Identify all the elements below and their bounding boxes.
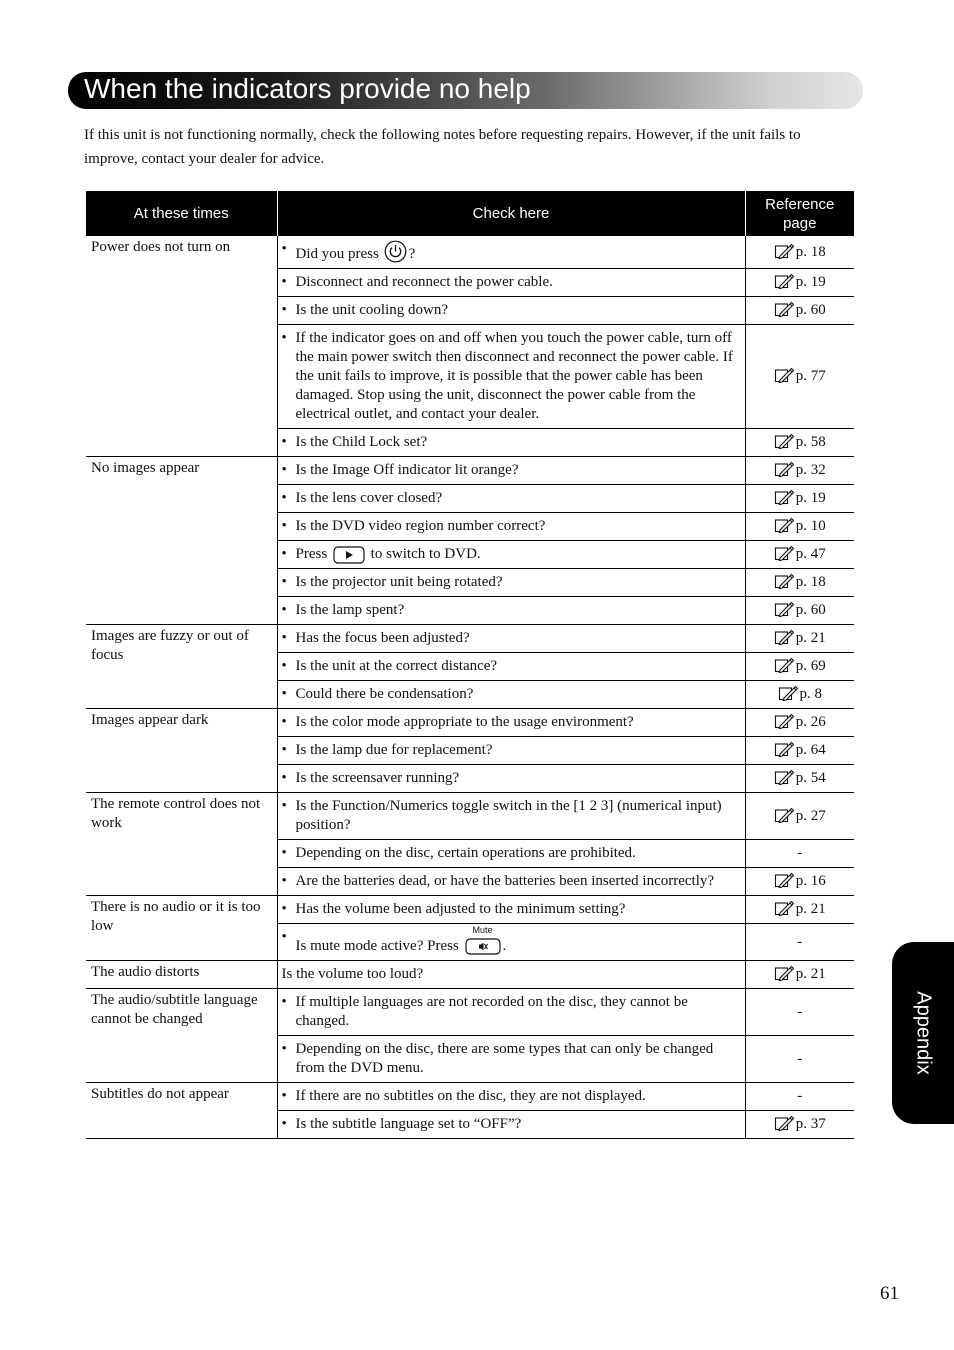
bullet-icon: • <box>281 658 287 674</box>
reference-cell <box>745 597 854 625</box>
reference-cell <box>745 269 854 297</box>
reference-pencil-icon <box>774 489 795 505</box>
check-cell <box>277 513 745 541</box>
reference-cell <box>745 625 854 653</box>
reference-text: p. 58 <box>795 434 826 450</box>
check-text: Is the unit at the correct distance? <box>295 658 498 674</box>
reference-pencil-icon <box>778 685 799 701</box>
reference-text: p. 77 <box>795 368 826 384</box>
reference-cell <box>745 681 854 709</box>
check-text: Is the unit cooling down? <box>295 302 448 318</box>
check-cell <box>277 429 745 457</box>
reference-cell <box>745 737 854 765</box>
reference-text: p. 27 <box>795 807 826 824</box>
bullet-icon: • <box>281 241 287 257</box>
reference-text: p. 26 <box>795 714 826 730</box>
page-title: When the indicators provide no help <box>84 73 531 104</box>
check-text: Is the DVD video region number correct? <box>295 518 546 534</box>
reference-text: - <box>797 845 803 861</box>
reference-pencil-icon <box>774 769 795 785</box>
table-row <box>86 625 854 653</box>
intro-paragraph: If this unit is not functioning normally, check the following notes before requesting repairs. However, if the unit fails to improve, contact your dealer for advice. <box>84 127 801 167</box>
bullet-icon: • <box>281 518 287 534</box>
table-header-row <box>86 191 854 236</box>
mute-button-label: Mute <box>472 925 493 935</box>
reference-pencil-icon <box>774 273 795 289</box>
bullet-icon: • <box>281 686 287 702</box>
reference-cell <box>745 429 854 457</box>
page-number: 61 <box>880 1283 899 1304</box>
bullet-icon: • <box>281 630 287 646</box>
check-cell <box>277 653 745 681</box>
check-cell <box>277 236 745 269</box>
reference-pencil-icon <box>774 461 795 477</box>
reference-pencil-icon <box>774 900 795 916</box>
check-text: Is the Image Off indicator lit orange? <box>295 462 519 478</box>
reference-text: p. 16 <box>795 873 826 889</box>
bullet-icon: • <box>281 845 287 861</box>
check-cell <box>277 709 745 737</box>
check-cell <box>277 1111 745 1139</box>
reference-pencil-icon <box>774 545 795 561</box>
condition-cell: Power does not turn on <box>86 236 277 457</box>
reference-text: - <box>797 1050 803 1067</box>
reference-text: - <box>797 1088 803 1104</box>
check-text: Did you press ? <box>296 240 416 264</box>
bullet-icon: • <box>281 330 287 346</box>
reference-cell <box>745 709 854 737</box>
reference-pencil-icon <box>774 601 795 617</box>
check-cell <box>277 924 745 961</box>
reference-cell <box>745 1111 854 1139</box>
check-cell <box>277 269 745 297</box>
reference-cell <box>745 961 854 989</box>
reference-pencil-icon <box>774 243 795 259</box>
check-cell <box>277 597 745 625</box>
reference-pencil-icon <box>774 629 795 645</box>
reference-pencil-icon <box>774 713 795 729</box>
check-text: Is the lens cover closed? <box>295 490 443 506</box>
reference-cell <box>745 653 854 681</box>
check-text: Is the projector unit being rotated? <box>295 574 503 590</box>
table-row <box>86 709 854 737</box>
reference-text: p. 69 <box>795 658 826 674</box>
check-text: If there are no subtitles on the disc, they are not displayed. <box>295 1088 646 1104</box>
table-body <box>86 236 854 1139</box>
bullet-icon: • <box>281 770 287 786</box>
reference-cell <box>745 765 854 793</box>
reference-text: - <box>797 1003 803 1020</box>
reference-pencil-icon <box>774 741 795 757</box>
play-button-icon <box>333 546 365 564</box>
reference-text: p. 60 <box>795 302 826 318</box>
reference-pencil-icon <box>774 965 795 981</box>
bullet-icon: • <box>281 994 287 1010</box>
reference-text: p. 18 <box>795 243 826 260</box>
check-cell <box>277 989 745 1036</box>
check-cell <box>277 793 745 840</box>
check-cell <box>277 681 745 709</box>
reference-pencil-icon <box>774 301 795 317</box>
reference-text: p. 60 <box>795 602 826 618</box>
reference-pencil-icon <box>774 517 795 533</box>
reference-cell <box>745 989 854 1036</box>
check-cell <box>277 1083 745 1111</box>
condition-cell: No images appear <box>86 457 277 625</box>
reference-cell <box>745 868 854 896</box>
reference-text: - <box>797 933 803 950</box>
condition-cell: Subtitles do not appear <box>86 1083 277 1139</box>
check-text: Depending on the disc, there are some types that can only be changed from the DVD menu. <box>295 1041 714 1076</box>
table-row <box>86 989 854 1036</box>
bullet-icon: • <box>281 929 287 945</box>
reference-cell <box>745 793 854 840</box>
check-text: Disconnect and reconnect the power cable. <box>295 274 553 290</box>
reference-pencil-icon <box>774 1115 795 1131</box>
table-row <box>86 793 854 840</box>
check-cell <box>277 485 745 513</box>
condition-cell: The audio distorts <box>86 961 277 989</box>
bullet-icon: • <box>281 434 287 450</box>
bullet-icon: • <box>281 490 287 506</box>
check-text: Could there be condensation? <box>295 686 474 702</box>
check-text: Is the volume too loud? <box>281 966 424 982</box>
check-text: Is the Function/Numerics toggle switch in the [1 2 3] (numerical input) position? <box>295 798 722 833</box>
reference-text: p. 64 <box>795 742 826 758</box>
reference-text: p. 54 <box>795 770 826 786</box>
check-text: Is the subtitle language set to “OFF”? <box>295 1116 522 1132</box>
condition-cell: Images appear dark <box>86 709 277 793</box>
check-text: Is the Child Lock set? <box>295 434 428 450</box>
section-tab-label: Appendix <box>912 991 935 1075</box>
reference-pencil-icon <box>774 872 795 888</box>
check-cell <box>277 840 745 868</box>
bullet-icon: • <box>281 1041 287 1057</box>
reference-cell <box>745 1083 854 1111</box>
check-cell <box>277 569 745 597</box>
reference-text: p. 21 <box>795 630 826 646</box>
bullet-icon: • <box>281 798 287 814</box>
table-row <box>86 961 854 989</box>
bullet-icon: • <box>281 714 287 730</box>
header-check-here: Check here <box>277 191 745 236</box>
check-text: If the indicator goes on and off when you touch the power cable, turn off the main power switch then disconnect and reconnect the power cable. If the unit fails to improve, it is possible that the power cable has been damaged. Stop using the unit, disconnect the power cable from the electrical outlet, and contact your dealer. <box>295 330 733 422</box>
reference-text: p. 47 <box>795 546 826 562</box>
check-cell <box>277 1036 745 1083</box>
reference-text: p. 8 <box>799 686 822 702</box>
section-tab <box>892 942 954 1124</box>
header-at-these-times: At these times <box>86 191 277 236</box>
check-cell <box>277 297 745 325</box>
check-text: Is the color mode appropriate to the usage environment? <box>295 714 634 730</box>
bullet-icon: • <box>281 546 287 562</box>
check-text: Has the focus been adjusted? <box>295 630 470 646</box>
reference-text: p. 37 <box>795 1116 826 1132</box>
reference-cell <box>745 297 854 325</box>
table-row <box>86 1083 854 1111</box>
header-reference-page: Reference page <box>745 191 854 236</box>
check-cell <box>277 325 745 429</box>
bullet-icon: • <box>281 1088 287 1104</box>
check-cell <box>277 625 745 653</box>
title-bar <box>68 72 863 109</box>
bullet-icon: • <box>281 742 287 758</box>
reference-cell <box>745 541 854 569</box>
reference-cell <box>745 569 854 597</box>
condition-cell: Images are fuzzy or out of focus <box>86 625 277 709</box>
reference-cell <box>745 896 854 924</box>
reference-text: p. 32 <box>795 462 826 478</box>
mute-button-icon <box>465 925 501 956</box>
bullet-icon: • <box>281 602 287 618</box>
condition-cell: There is no audio or it is too low <box>86 896 277 961</box>
reference-pencil-icon <box>774 807 795 823</box>
reference-text: p. 21 <box>795 966 826 982</box>
check-text: Depending on the disc, certain operations are prohibited. <box>295 845 636 861</box>
reference-cell <box>745 924 854 961</box>
check-cell <box>277 457 745 485</box>
reference-text: p. 21 <box>795 901 826 917</box>
reference-cell <box>745 325 854 429</box>
bullet-icon: • <box>281 274 287 290</box>
table-row <box>86 896 854 924</box>
reference-cell <box>745 485 854 513</box>
check-text: Is the lamp due for replacement? <box>295 742 493 758</box>
bullet-icon: • <box>281 462 287 478</box>
check-text: Has the volume been adjusted to the minimum setting? <box>295 901 626 917</box>
reference-cell <box>745 1036 854 1083</box>
check-text: Is the screensaver running? <box>295 770 460 786</box>
reference-cell <box>745 840 854 868</box>
condition-cell: The audio/subtitle language cannot be changed <box>86 989 277 1083</box>
bullet-icon: • <box>281 901 287 917</box>
reference-cell <box>745 236 854 269</box>
bullet-icon: • <box>281 302 287 318</box>
reference-cell <box>745 513 854 541</box>
check-cell <box>277 896 745 924</box>
table-row <box>86 457 854 485</box>
check-cell <box>277 868 745 896</box>
bullet-icon: • <box>281 574 287 590</box>
reference-text: p. 19 <box>795 490 826 506</box>
table-row <box>86 236 854 269</box>
check-cell <box>277 765 745 793</box>
check-text: Are the batteries dead, or have the batteries been inserted incorrectly? <box>295 873 715 889</box>
reference-text: p. 10 <box>795 518 826 534</box>
condition-cell: The remote control does not work <box>86 793 277 896</box>
troubleshooting-table <box>86 191 854 1139</box>
check-text: If multiple languages are not recorded on the disc, they cannot be changed. <box>295 994 688 1029</box>
check-cell <box>277 541 745 569</box>
reference-cell <box>745 457 854 485</box>
reference-pencil-icon <box>774 657 795 673</box>
bullet-icon: • <box>281 873 287 889</box>
check-cell <box>277 737 745 765</box>
check-text: Press to switch to DVD. <box>295 546 481 562</box>
check-cell <box>277 961 745 989</box>
reference-pencil-icon <box>774 367 795 383</box>
reference-pencil-icon <box>774 573 795 589</box>
reference-text: p. 19 <box>795 274 826 290</box>
reference-text: p. 18 <box>795 574 826 590</box>
bullet-icon: • <box>281 1116 287 1132</box>
check-text: Is the lamp spent? <box>295 602 405 618</box>
power-icon <box>384 240 407 263</box>
check-text: Is mute mode active? Press Mute . <box>295 925 507 954</box>
reference-pencil-icon <box>774 433 795 449</box>
